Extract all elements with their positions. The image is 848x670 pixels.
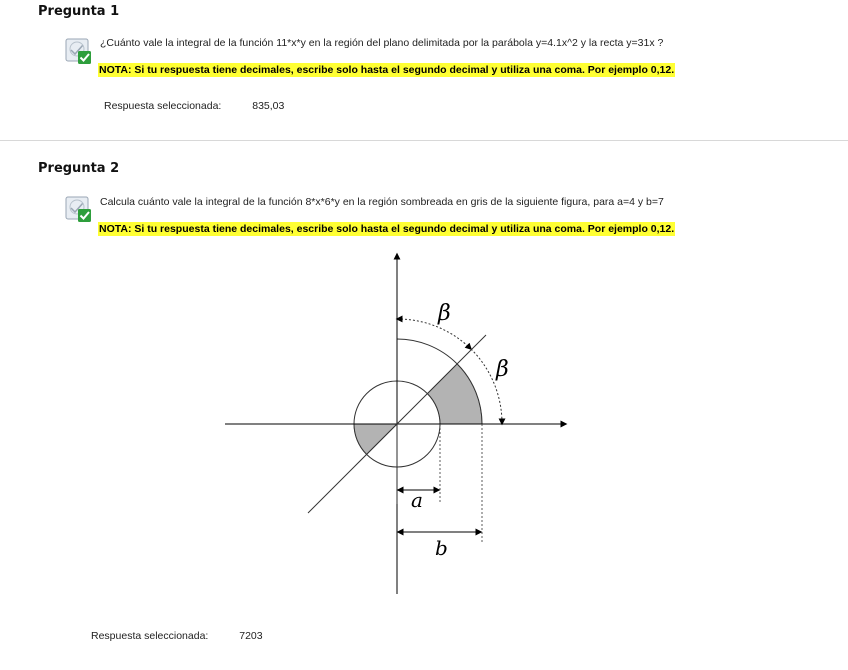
beta-top-label: β (438, 301, 451, 326)
answer-label: Respuesta seleccionada: (91, 630, 209, 642)
question-1-answer-row (104, 100, 284, 112)
beta-right-label: β (496, 357, 509, 382)
correct-check-icon (64, 194, 94, 224)
question-1-note: NOTA: Si tu respuesta tiene decimales, escribe solo hasta el segundo decimal y utiliza una coma. Por ejemplo 0,12. (99, 64, 675, 76)
question-1-text: ¿Cuánto vale la integral de la función 11*x*y en la región del plano delimitada por la parábola y=4.1x^2 y la recta y=31x ? (100, 37, 664, 49)
answer-value: 835,03 (252, 100, 285, 112)
question-2-text: Calcula cuánto vale la integral de la función 8*x*6*y en la región sombreada en gris de la siguiente figura, para a=4 y b=7 (100, 196, 664, 208)
question-2-answer-row (91, 630, 263, 642)
shaded-region-upper-right (427, 364, 482, 424)
question-2-note: NOTA: Si tu respuesta tiene decimales, escribe solo hasta el segundo decimal y utiliza una coma. Por ejemplo 0,12. (99, 223, 675, 235)
answer-value: 7203 (239, 630, 263, 642)
b-label: b (435, 536, 448, 560)
question-divider (0, 140, 848, 141)
question-2-title: Pregunta 2 (38, 161, 120, 176)
correct-check-icon (64, 36, 94, 66)
shaded-region-lower-left (354, 424, 397, 454)
question-1-title: Pregunta 1 (38, 4, 120, 19)
integration-region-figure (220, 248, 580, 598)
beta-top-arc (397, 319, 471, 349)
answer-label: Respuesta seleccionada: (104, 100, 222, 112)
a-label: a (411, 488, 423, 512)
